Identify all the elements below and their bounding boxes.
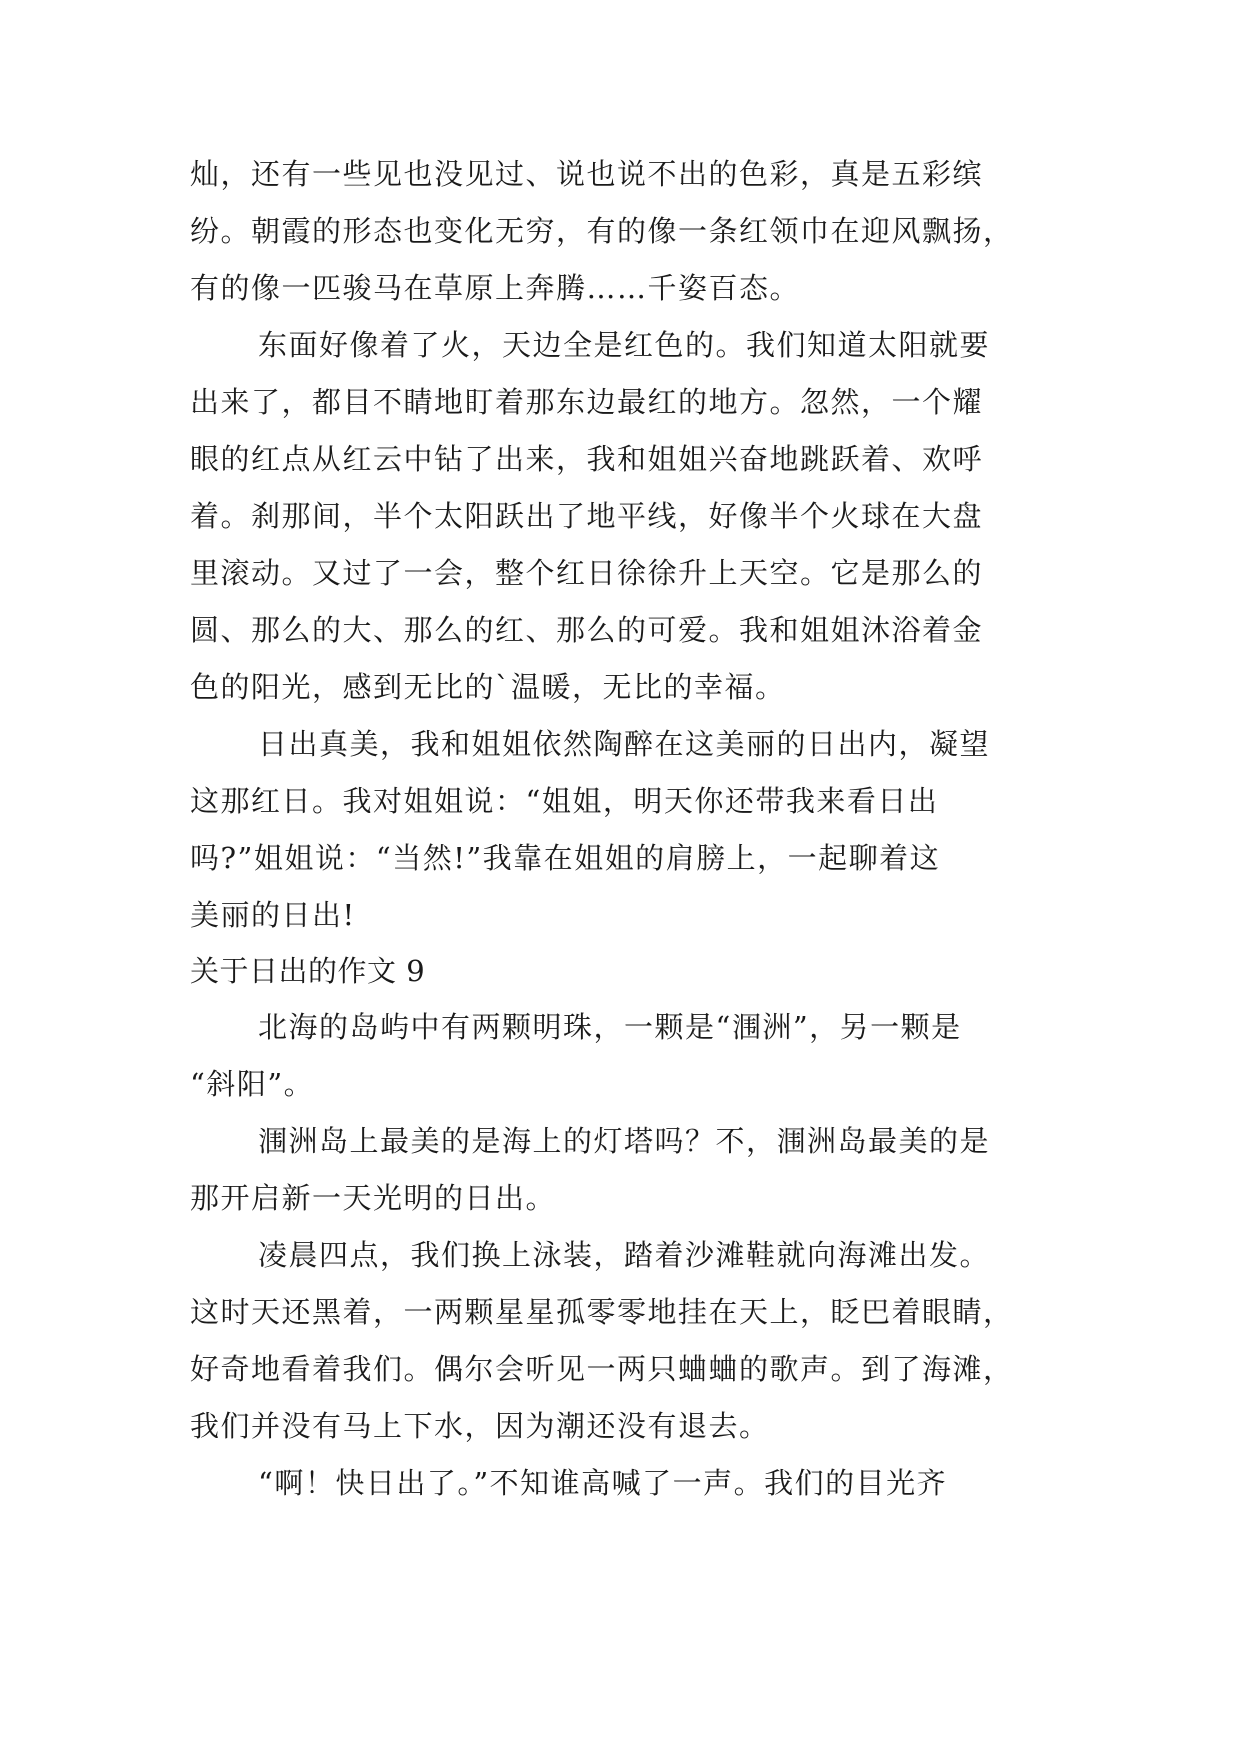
text-line: 纷。朝霞的形态也变化无穷，有的像一条红领巾在迎风飘扬， [190,214,1014,248]
paragraph-start: 日出真美，我和姐姐依然陶醉在这美丽的日出内，凝望 [258,727,991,761]
text-line: 有的像一匹骏马在草原上奔腾……千姿百态。 [190,271,801,305]
paragraph-start: 凌晨四点，我们换上泳装，踏着沙滩鞋就向海滩出发。 [258,1238,991,1272]
text-line: 灿，还有一些见也没见过、说也说不出的色彩，真是五彩缤 [190,157,984,191]
text-line: 眼的红点从红云中钻了出来，我和姐姐兴奋地跳跃着、欢呼 [190,442,984,476]
text-line: 圆、那么的大、那么的红、那么的可爱。我和姐姐沐浴着金 [190,613,984,647]
text-line: 美丽的日出! [190,898,356,932]
text-line: 吗?”姐姐说：“当然!”我靠在姐姐的肩膀上，一起聊着这 [190,841,941,875]
text-line: 好奇地看着我们。偶尔会听见一两只蛐蛐的歌声。到了海滩， [190,1352,1014,1386]
text-line: 这时天还黑着，一两颗星星孤零零地挂在天上，眨巴着眼睛， [190,1295,1014,1329]
paragraph-start: 东面好像着了火，天边全是红色的。我们知道太阳就要 [258,328,991,362]
text-line: 色的阳光，感到无比的`温暖，无比的幸福。 [190,670,786,704]
text-line: 出来了，都目不睛地盯着那东边最红的地方。忽然，一个耀 [190,385,984,419]
paragraph-start: “啊！快日出了。”不知谁高喊了一声。我们的目光齐 [258,1466,948,1500]
text-line: “斜阳”。 [190,1067,315,1101]
text-line: 这那红日。我对姐姐说：“姐姐，明天你还带我来看日出 [190,784,939,818]
text-line: 我们并没有马上下水，因为潮还没有退去。 [190,1409,770,1443]
paragraph-start: 涠洲岛上最美的是海上的灯塔吗？不，涠洲岛最美的是 [258,1124,991,1158]
text-line: 里滚动。又过了一会，整个红日徐徐升上天空。它是那么的 [190,556,984,590]
section-heading: 关于日出的作文 9 [190,954,426,988]
text-line: 着。刹那间，半个太阳跃出了地平线，好像半个火球在大盘 [190,499,984,533]
paragraph-start: 北海的岛屿中有两颗明珠，一颗是“涠洲”，另一颗是 [258,1010,962,1044]
text-line: 那开启新一天光明的日出。 [190,1181,557,1215]
